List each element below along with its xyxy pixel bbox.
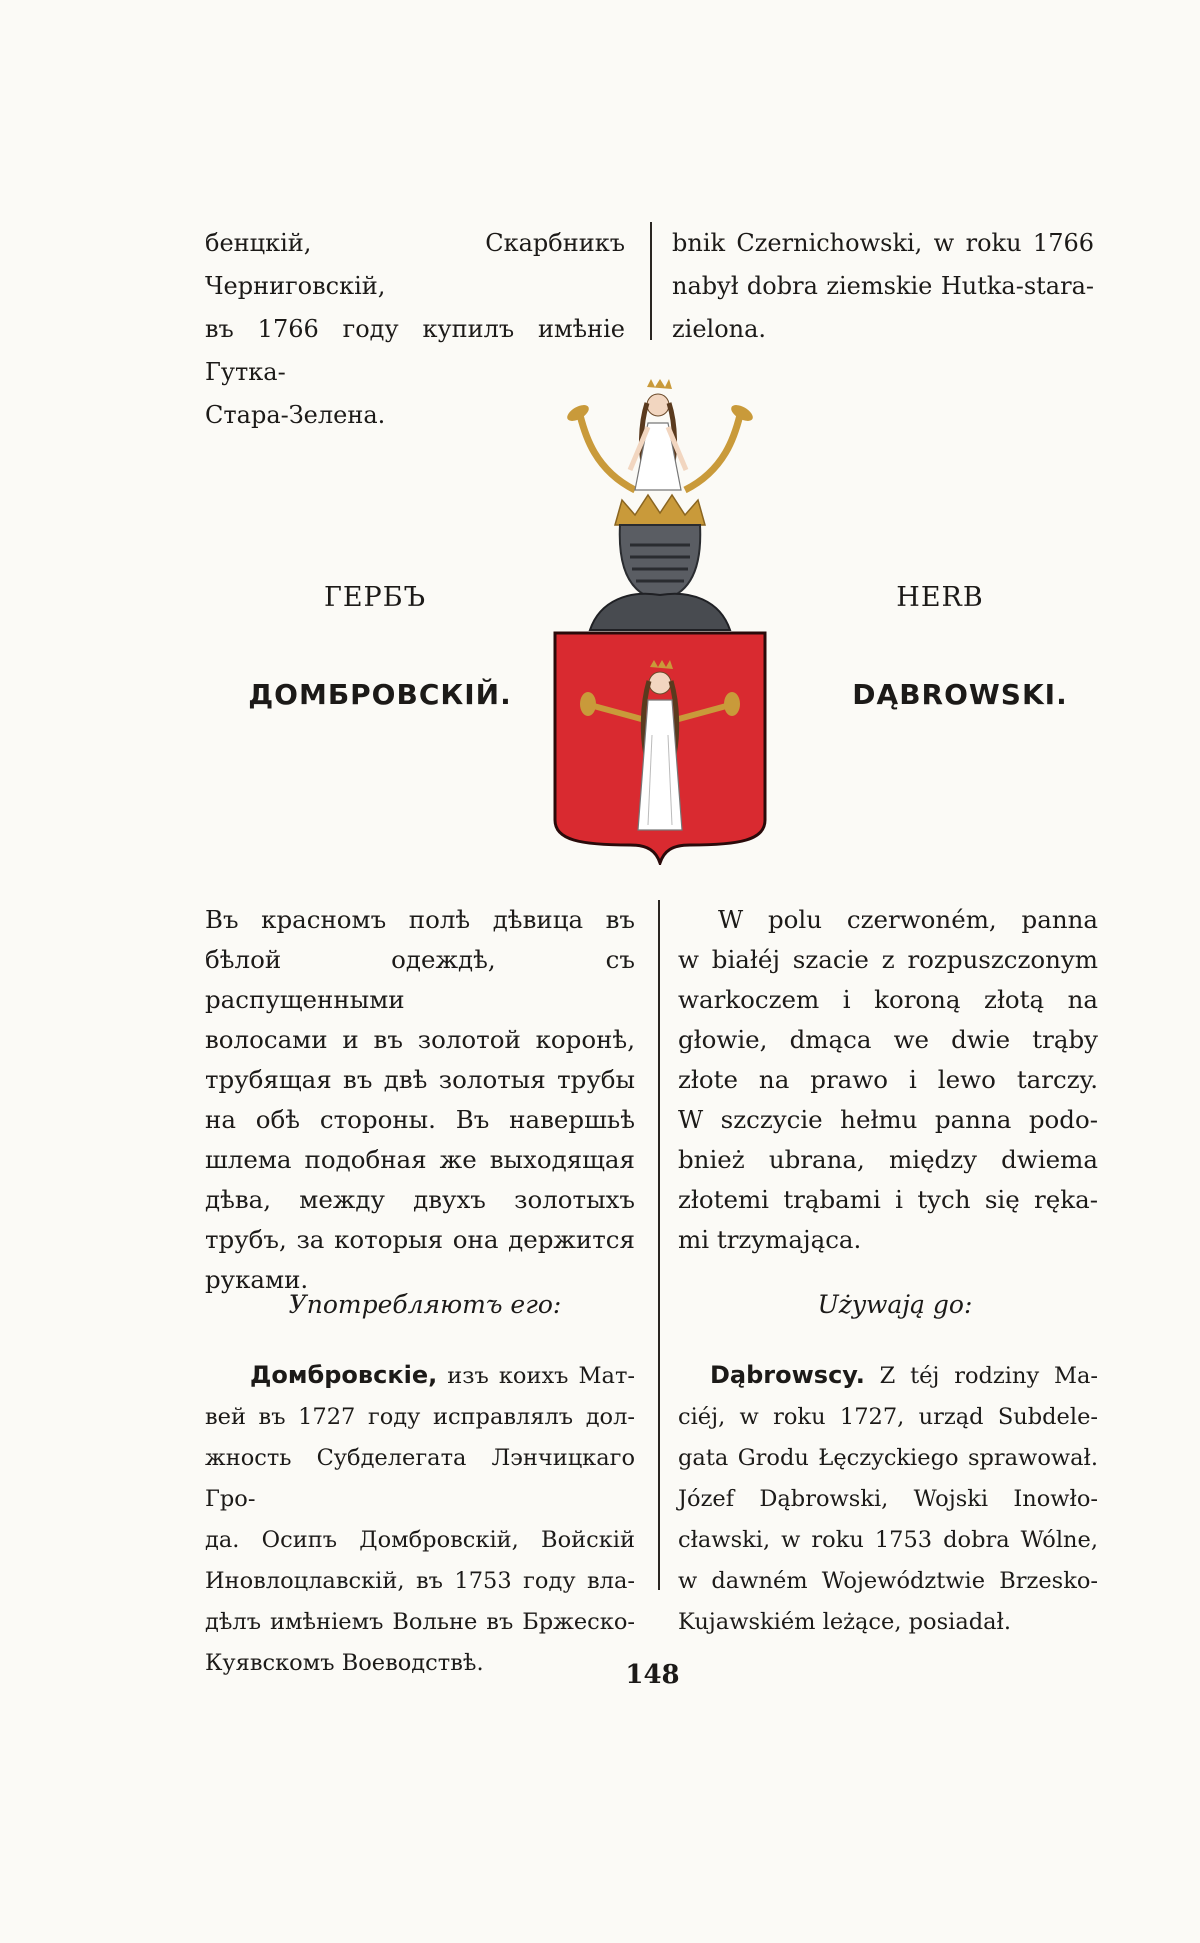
description-line: Въ красномъ полѣ дѣвица въ [205, 905, 635, 934]
family-line: да. Осипъ Домбровскій, Войскій [205, 1527, 635, 1553]
description-line: w białéj szacie z rozpuszczonym [678, 945, 1098, 974]
main-divider [658, 900, 660, 1590]
family-line [678, 1355, 1098, 1397]
description-line: warkoczem i koroną złotą na [678, 985, 1098, 1014]
description-right [678, 900, 1098, 1260]
page-number: 148 [625, 1660, 680, 1690]
description-line: волосами и въ золотой коронѣ, [205, 1025, 635, 1054]
description-line: шлема подобная же выходящая [205, 1145, 635, 1174]
description-line: трубящая въ двѣ золотыя трубы [205, 1065, 635, 1094]
family-name: Dąbrowscy. [710, 1361, 865, 1389]
description-line: дѣва, между двухъ золотыхъ [205, 1185, 635, 1214]
top-left-line: бенцкій, Скарбникъ Черниговскій, [205, 229, 625, 300]
usage-right: Używają go: [817, 1290, 973, 1319]
crest-maiden-icon [630, 379, 686, 490]
family-line: вей въ 1727 году исправлялъ дол- [205, 1404, 635, 1430]
family-line: Иновлоцлавскій, въ 1753 году вла- [205, 1568, 635, 1594]
description-line: bnież ubrana, między dwiema [678, 1145, 1098, 1174]
description-line: бѣлой одеждѣ, съ распущенными [205, 945, 635, 1014]
families-left [205, 1355, 635, 1684]
description-line: W szczycie hełmu panna podo- [678, 1105, 1098, 1134]
family-line [205, 1355, 635, 1397]
usage-left: Употребляютъ его: [288, 1290, 562, 1319]
top-left-line: въ 1766 году купилъ имѣніе Гутка- [205, 315, 625, 386]
description-line: głowie, dmąca we dwie trąby [678, 1025, 1098, 1054]
family-line: дѣлъ имѣніемъ Вольне въ Бржеско- [205, 1609, 635, 1635]
top-right-text [672, 222, 1094, 351]
family-name: Домбровскіе, [250, 1361, 438, 1389]
family-line: cławski, w roku 1753 dobra Wólne, [678, 1527, 1098, 1553]
coat-of-arms [540, 375, 780, 865]
description-line: на обѣ стороны. Въ навершьѣ [205, 1105, 635, 1134]
description-line: złote na prawo i lewo tarczy. [678, 1065, 1098, 1094]
heading-left-big: ДОМБРОВСКІЙ. [248, 678, 512, 711]
family-line-text: изъ коихъ Мат- [437, 1363, 635, 1389]
top-divider [650, 222, 652, 340]
helmet-icon [620, 525, 700, 600]
description-line: mi trzymająca. [678, 1225, 862, 1254]
heading-left-small: ГЕРБЪ [323, 582, 427, 613]
family-line: gata Grodu Łęczyckiego sprawował. [678, 1445, 1098, 1471]
description-line: W polu czerwoném, panna [718, 905, 1098, 934]
top-right-line: zielona. [672, 315, 767, 343]
family-line-text: Z téj rodziny Ma- [864, 1363, 1098, 1389]
family-line: Józef Dąbrowski, Wojski Inowło- [678, 1486, 1098, 1512]
family-line: жность Субделегата Лэнчицкаго Гро- [205, 1445, 635, 1512]
family-line: ciéj, w roku 1727, urząd Subdele- [678, 1404, 1098, 1430]
top-left-line: Стара-Зелена. [205, 401, 386, 429]
description-line: złotemi trąbami i tych się ręka- [678, 1185, 1098, 1214]
heading-right-small: HERB [896, 582, 984, 613]
heading-right-big: DĄBROWSKI. [852, 678, 1068, 711]
top-right-line: nabył dobra ziemskie Hutka-stara- [672, 272, 1094, 300]
top-right-line: bnik Czernichowski, w roku 1766 [672, 229, 1094, 257]
family-line: Kujawskiém leżące, posiadał. [678, 1609, 1012, 1635]
families-right [678, 1355, 1098, 1643]
description-left [205, 900, 635, 1300]
description-line: руками. [205, 1265, 309, 1294]
family-line: w dawném Województwie Brzesko- [678, 1568, 1098, 1594]
family-line: Куявскомъ Воеводствѣ. [205, 1650, 484, 1676]
helmet-crown-icon [615, 495, 705, 525]
description-line: трубъ, за которыя она держится [205, 1225, 635, 1254]
helmet-gorget-icon [590, 594, 730, 630]
